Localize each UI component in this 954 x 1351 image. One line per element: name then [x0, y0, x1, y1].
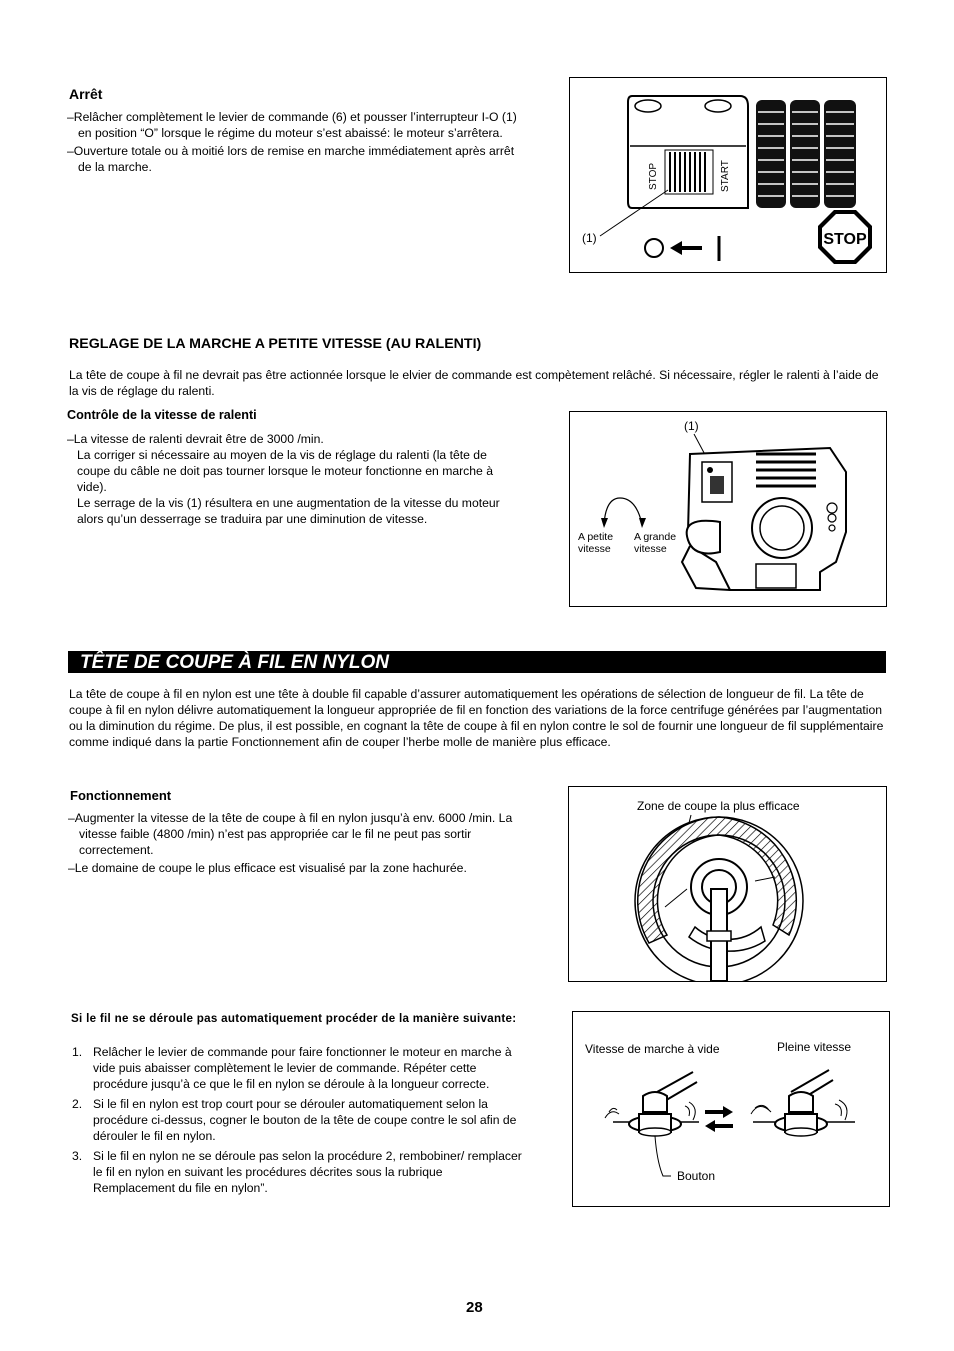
ralenti-heading: REGLAGE DE LA MARCHE A PETITE VITESSE (AU RALENTI) — [69, 336, 482, 352]
steps-list — [69, 1044, 523, 1200]
arret-heading: Arrêt — [69, 86, 103, 102]
si-heading: Si le fil ne se déroule pas automatiquement procéder de la manière suivante: — [71, 1012, 517, 1025]
label-grande-1: A grande — [634, 531, 677, 543]
speed-comparison-illustration — [573, 1012, 889, 1206]
engine-illustration — [570, 412, 886, 606]
label-bouton: Bouton — [677, 1169, 716, 1183]
ralenti-intro: La tête de coupe à fil ne devrait pas être actionnée lorsque le elvier de commande est compètement relâché. Si nécessaire, régler le ralenti à l’aide de la vis de réglage du ralenti. — [69, 368, 879, 398]
section-banner-title: TÊTE DE COUPE À FIL EN NYLON — [80, 652, 389, 673]
label-petite-1: A petite — [578, 531, 614, 543]
section-banner — [68, 651, 886, 673]
callout-idle-1: (1) — [684, 419, 699, 433]
step-item: 1. Relâcher le levier de commande pour faire fonctionner le moteur en marche à vide puis abaisser complètement le levier de commande. Répéter cette procédure jusqu’à ce que le fil en nylon se déroule à la longueur correcte. — [72, 1045, 512, 1091]
callout-1: (1) — [582, 231, 597, 245]
label-full-speed: Pleine vitesse — [777, 1040, 852, 1054]
step-item: 2. Si le fil en nylon est trop court pour se dérouler automatiquement selon la procédure ci-dessus, cogner le bouton de la tête de coupe contre le sol afin de dérouler le fil en nylon. — [72, 1097, 517, 1143]
page-number: 28 — [466, 1299, 483, 1316]
start-label: START — [720, 160, 731, 192]
label-grande-2: vitesse — [634, 543, 667, 555]
label-petite-2: vitesse — [578, 543, 611, 555]
tete-intro: La tête de coupe à fil en nylon est une tête à double fil capable d’assurer automatiquement les opérations de sélection de longueur de fil. La tête de coupe à fil en nylon délivre automatiquement la longueur appropriée de fil en fonction des variations de la force centrifuge générées par l’augmentation ou la diminution du régime. De plus, il est possible, en cognant la tête de coupe à fil en nylon contre le sol de fournir une longueur de fil supplémentaire comme indiqué dans la partie Fonctionnement afin de couper l’herbe molle de manière plus efficace. — [69, 687, 884, 749]
fonct-item-1: –Augmenter la vitesse de la tête de coupe à fil en nylon jusqu’à env. 6000 /min. La vitesse faible (4800 /min) n’est pas appropriée car le fil ne peut pas sortir correctement. — [68, 811, 513, 857]
ralenti-line-1: La vitesse de ralenti devrait être de 3000 /min. — [73, 432, 324, 446]
arret-text — [67, 109, 522, 175]
figure-idle-screw — [569, 411, 887, 607]
stop-sign-text: STOP — [823, 231, 867, 248]
ralenti-line-3: Le serrage de la vis (1) résultera en une augmentation de la vitesse du moteur alors qu’un desserrage se traduira par une diminution de vitesse. — [77, 496, 500, 526]
zone-label: Zone de coupe la plus efficace — [637, 799, 800, 813]
ralenti-subheading: Contrôle de la vitesse de ralenti — [67, 408, 257, 422]
arret-item-2: –Ouverture totale ou à moitié lors de remise en marche immédiatement après arrêt de la marche. — [67, 144, 515, 174]
fonct-item-2: –Le domaine de coupe le plus efficace est visualisé par la zone hachurée. — [68, 861, 467, 875]
label-idle-speed: Vitesse de marche à vide — [585, 1042, 720, 1056]
fonctionnement-heading: Fonctionnement — [70, 788, 172, 803]
figure-stop-switch — [569, 77, 887, 273]
cutting-zone-illustration — [569, 787, 886, 981]
figure-cutting-zone — [568, 786, 887, 982]
arret-item-1: –Relâcher complètement le levier de commande (6) et pousser l’interrupteur I-O (1) en position “O” lorsque le régime du moteur s’est abaissé: le moteur s’arrêtera. — [67, 110, 517, 140]
step-item: 3. Si le fil en nylon ne se déroule pas selon la procédure 2, rembobiner/ remplacer le fil en nylon en suivant les procédures décrites sous la rubrique Remplacement du file en nylon”. — [72, 1149, 522, 1195]
fonctionnement-text — [68, 810, 524, 876]
stop-label: STOP — [648, 162, 659, 190]
stop-switch-illustration — [570, 78, 886, 272]
figure-speed-comparison — [572, 1011, 890, 1207]
ralenti-line-2: La corriger si nécessaire au moyen de la vis de réglage du ralenti (la tête de coupe du câble ne doit pas tourner lorsque le moteur fonctionne en marche à vide). — [77, 448, 493, 494]
ralenti-text: –La vitesse de ralenti devrait être de 3000 /min. La corriger si nécessaire au moyen de la vis de réglage du ralenti (la tête de coupe du câble ne doit pas tourner lorsque le moteur fonctionne en marche à vide). Le serrage de la vis (1) résultera en une augmentation de la vitesse du moteur alors qu’un desserrage se traduira par une diminution de vitesse. — [67, 431, 522, 527]
